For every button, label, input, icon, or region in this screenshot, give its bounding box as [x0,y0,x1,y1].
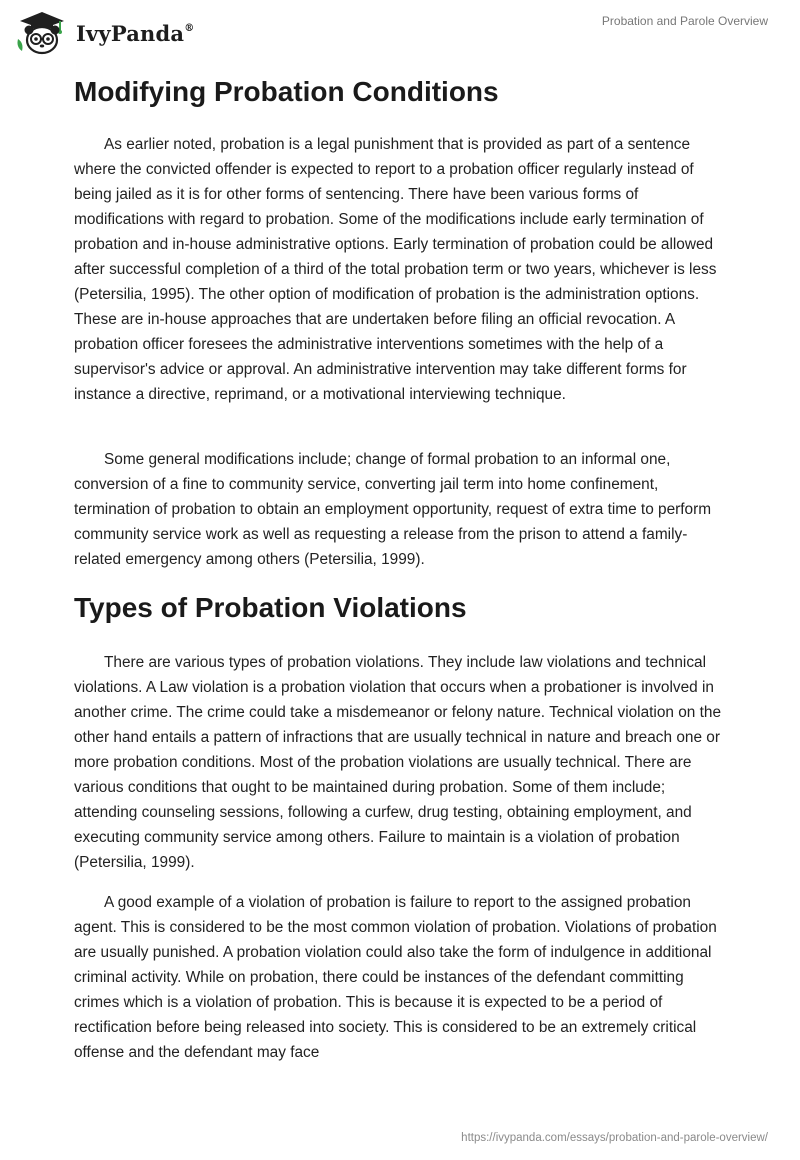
paragraph: Some general modifications include; change of formal probation to an informal one, conversion of a fine to community service, converting jail term into home confinement, termination of probation to obtain an employment opportunity, request of extra time to perform community service work as well as requesting a release from the prison to attend a family-related emergency among others (Petersilia, 1999). [74,451,712,568]
section-heading-types: Types of Probation Violations [74,592,467,623]
section-heading-modifying: Modifying Probation Conditions [74,76,499,107]
paragraph: As earlier noted, probation is a legal punishment that is provided as part of a sentence where the convicted offender is expected to report to a probation officer regularly instead of being jailed as it is for other forms of sentencing. There have been various forms of modifications with regard to probation. Some of the modifications include early termination of probation and in-house administrative options. Early termination of probation could be allowed after successful completion of a third of the total probation term or two years, whichever is less (Petersilia, 1995). The other option of modification of probation is the administration options. These are in-house approaches that are undertaken before filing an official revocation. A probation officer foresees the administrative interventions sometimes with the help of a supervisor's advice or approval. An administrative intervention may take different forms for instance a directive, reprimand, or a motivational interviewing technique. [74,136,717,403]
page-header [0,0,800,70]
document-title: Probation and Parole Overview [601,14,768,28]
paragraph: There are various types of probation violations. They include law violations and technical violations. A Law violation is a probation violation that occurs when a probationer is involved in another crime. The crime could take a misdemeanor or felony nature. Technical violation on the other hand entails a pattern of infractions that are usually technical in nature and breach one or more probation conditions. Most of the probation violations are usually technical. There are various conditions that ought to be maintained during probation. Some of them include; attending counseling sessions, following a curfew, drug testing, obtaining employment, and executing community service among others. Failure to maintain is a violation of probation (Petersilia, 1999). [74,654,722,871]
source-url-link[interactable]: https://ivypanda.com/essays/probation-and-parole-overview/ [461,1132,768,1144]
panda-graduate-logo-icon [14,9,70,57]
trademark-symbol: ® [184,22,195,34]
brand-name: IvyPanda® [76,20,195,46]
paragraph: A good example of a violation of probation is failure to report to the assigned probation agent. This is considered to be the most common violation of probation. Violations of probation are usually punished. A probation violation could also take the form of indulgence in additional criminal activity. While on probation, there could be instances of the defendant committing crimes which is a violation of probation. This is because it is expected to be a period of rectification before being released into society. This is considered to be an extremely critical offense and the defendant may face [74,894,717,1061]
brand-logo[interactable] [14,9,194,57]
